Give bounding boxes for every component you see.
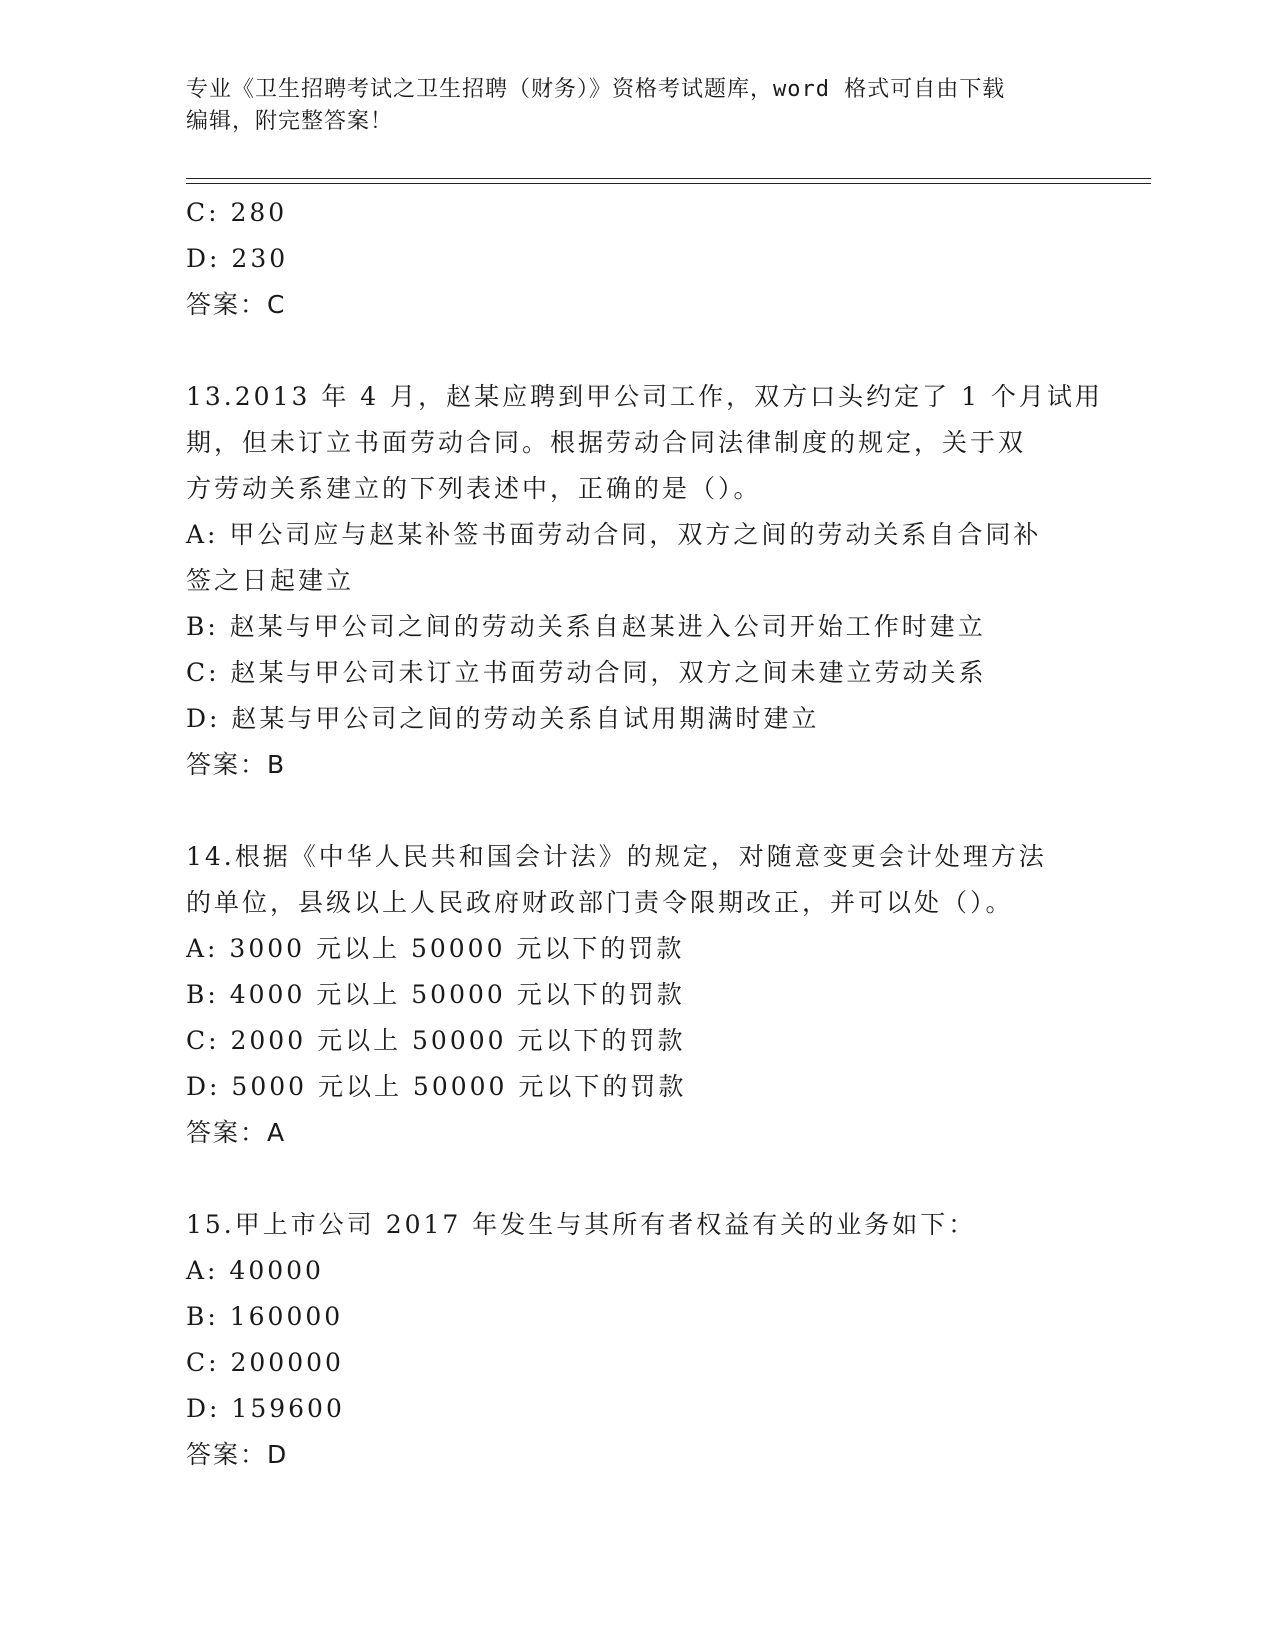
question-stem: 14.根据《中华人民共和国会计法》的规定，对随意变更会计处理方法: [186, 842, 1047, 871]
option-c: C: 280: [186, 198, 288, 227]
header-rule-bottom: [186, 183, 1151, 184]
question-list: [186, 190, 1103, 1478]
option-d: D: 159600: [186, 1394, 345, 1423]
option-c: C: 2000 元以上 50000 元以下的罚款: [186, 1026, 686, 1055]
option-c: C: 赵某与甲公司未订立书面劳动合同，双方之间未建立劳动关系: [186, 658, 987, 687]
answer-label: 答案：D: [186, 1440, 289, 1469]
question-15: [186, 1202, 1086, 1478]
question-13: [186, 374, 1103, 788]
option-a-continued: 签之日起建立: [186, 566, 355, 595]
option-d: D: 5000 元以上 50000 元以下的罚款: [186, 1072, 687, 1101]
question-stem: 的单位，县级以上人民政府财政部门责令限期改正，并可以处（）。: [186, 888, 1014, 917]
spacer: [186, 788, 1086, 834]
answer-label: 答案：C: [186, 290, 287, 319]
option-d: D: 赵某与甲公司之间的劳动关系自试用期满时建立: [186, 704, 820, 733]
answer-label: 答案：B: [186, 750, 287, 779]
option-a: A: 甲公司应与赵某补签书面劳动合同，双方之间的劳动关系自合同补: [186, 520, 1042, 549]
document-header: [186, 74, 1086, 138]
question-stem: 15.甲上市公司 2017 年发生与其所有者权益有关的业务如下：: [186, 1210, 977, 1239]
option-c: C: 200000: [186, 1348, 344, 1377]
header-line-2: 编辑，附完整答案！: [186, 109, 394, 134]
option-a: A: 40000: [186, 1256, 324, 1285]
question-12: [186, 190, 1086, 328]
question-stem: 13.2013 年 4 月，赵某应聘到甲公司工作，双方口头约定了 1 个月试用: [186, 382, 1103, 411]
option-a: A: 3000 元以上 50000 元以下的罚款: [186, 934, 685, 963]
answer-label: 答案：A: [186, 1118, 287, 1147]
spacer: [186, 328, 1086, 374]
question-14: [186, 834, 1086, 1156]
option-b: B: 4000 元以上 50000 元以下的罚款: [186, 980, 685, 1009]
option-b: B: 赵某与甲公司之间的劳动关系自赵某进入公司开始工作时建立: [186, 612, 986, 641]
header-rule-top: [186, 178, 1151, 179]
option-d: D: 230: [186, 244, 289, 273]
question-stem: 方劳动关系建立的下列表述中，正确的是（）。: [186, 474, 762, 503]
question-stem: 期，但未订立书面劳动合同。根据劳动合同法律制度的规定，关于双: [186, 428, 1027, 457]
option-b: B: 160000: [186, 1302, 344, 1331]
header-line-1: 专业《卫生招聘考试之卫生招聘（财务）》资格考试题库，word 格式可自由下载: [186, 77, 1006, 102]
spacer: [186, 1156, 1086, 1202]
